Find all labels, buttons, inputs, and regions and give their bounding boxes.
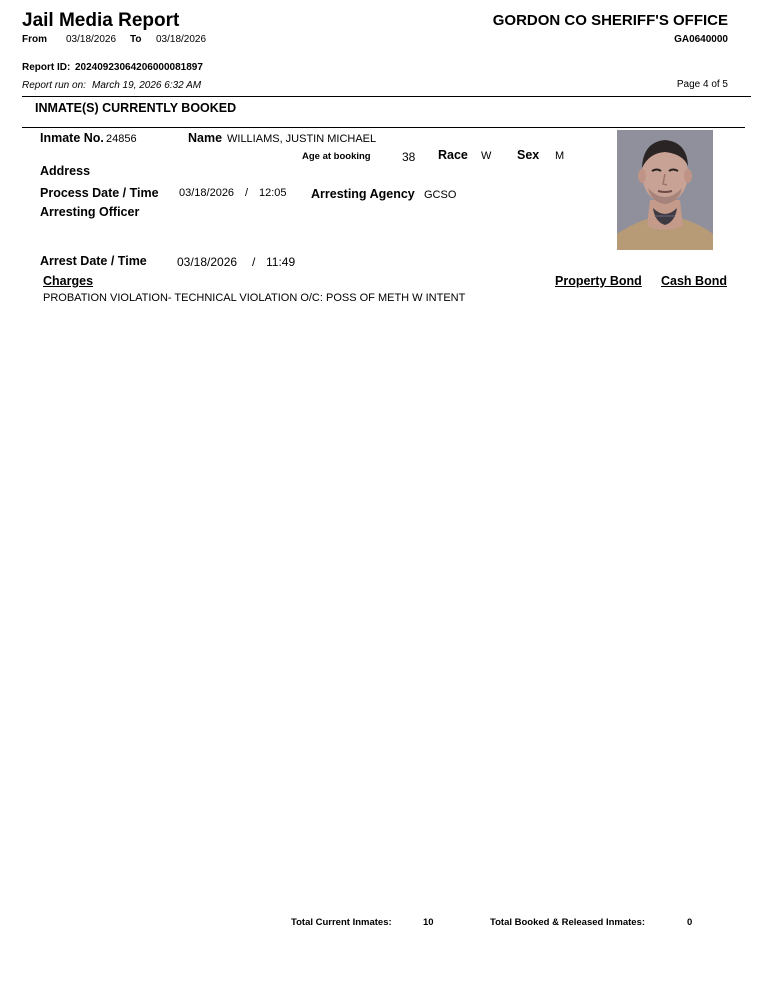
header-divider [22,96,751,97]
from-date: 03/18/2026 [66,34,117,45]
from-label: From [22,34,47,45]
arrest-label: Arrest Date / Time [40,254,147,268]
run-on-date: March 19, 2026 6:32 AM [92,80,202,91]
age-value: 38 [402,150,416,164]
inmate-name: WILLIAMS, JUSTIN MICHAEL [227,133,377,145]
report-title: Jail Media Report [22,10,180,31]
report-id: 20240923064206000081897 [75,62,203,73]
to-date: 03/18/2026 [156,34,207,45]
sex-value: M [555,150,565,162]
total-current-label: Total Current Inmates: [291,917,392,928]
run-on-label: Report run on: [22,80,86,91]
arresting-agency: GCSO [424,189,457,201]
total-released-value: 0 [687,917,693,928]
arrest-date: 03/18/2026 [177,255,238,269]
arrest-time: 11:49 [266,255,296,269]
total-released-label: Total Booked & Released Inmates: [490,917,646,928]
address-label: Address [40,164,91,178]
arrest-separator: / [252,255,256,269]
race-value: W [481,150,492,162]
section-title: INMATE(S) CURRENTLY BOOKED [35,101,237,115]
page-number: Page 4 of 5 [676,79,728,90]
total-current-value: 10 [423,917,434,928]
process-date: 03/18/2026 [179,187,235,199]
age-label: Age at booking [302,151,371,162]
mugshot-photo [617,130,713,250]
process-label: Process Date / Time [40,186,159,200]
property-bond-label: Property Bond [555,274,642,288]
charge-text: PROBATION VIOLATION- TECHNICAL VIOLATION O/C: POSS OF METH W INTENT [43,292,466,304]
agency-ori: GA0640000 [674,34,728,45]
arresting-officer-label: Arresting Officer [40,205,140,219]
to-label: To [130,34,142,45]
process-time: 12:05 [259,187,287,199]
charges-label: Charges [43,274,94,288]
process-separator: / [245,187,249,199]
section-divider [22,127,745,128]
inmate-no-label: Inmate No. [40,131,104,145]
race-label: Race [438,148,468,162]
report-id-label: Report ID: [22,62,71,73]
arresting-agency-label: Arresting Agency [311,187,415,201]
cash-bond-label: Cash Bond [661,274,727,288]
mugshot-photo-icon [617,130,713,250]
sex-label: Sex [517,148,540,162]
agency-name: GORDON CO SHERIFF'S OFFICE [492,12,728,29]
name-label: Name [188,131,223,145]
inmate-no: 24856 [106,133,137,145]
